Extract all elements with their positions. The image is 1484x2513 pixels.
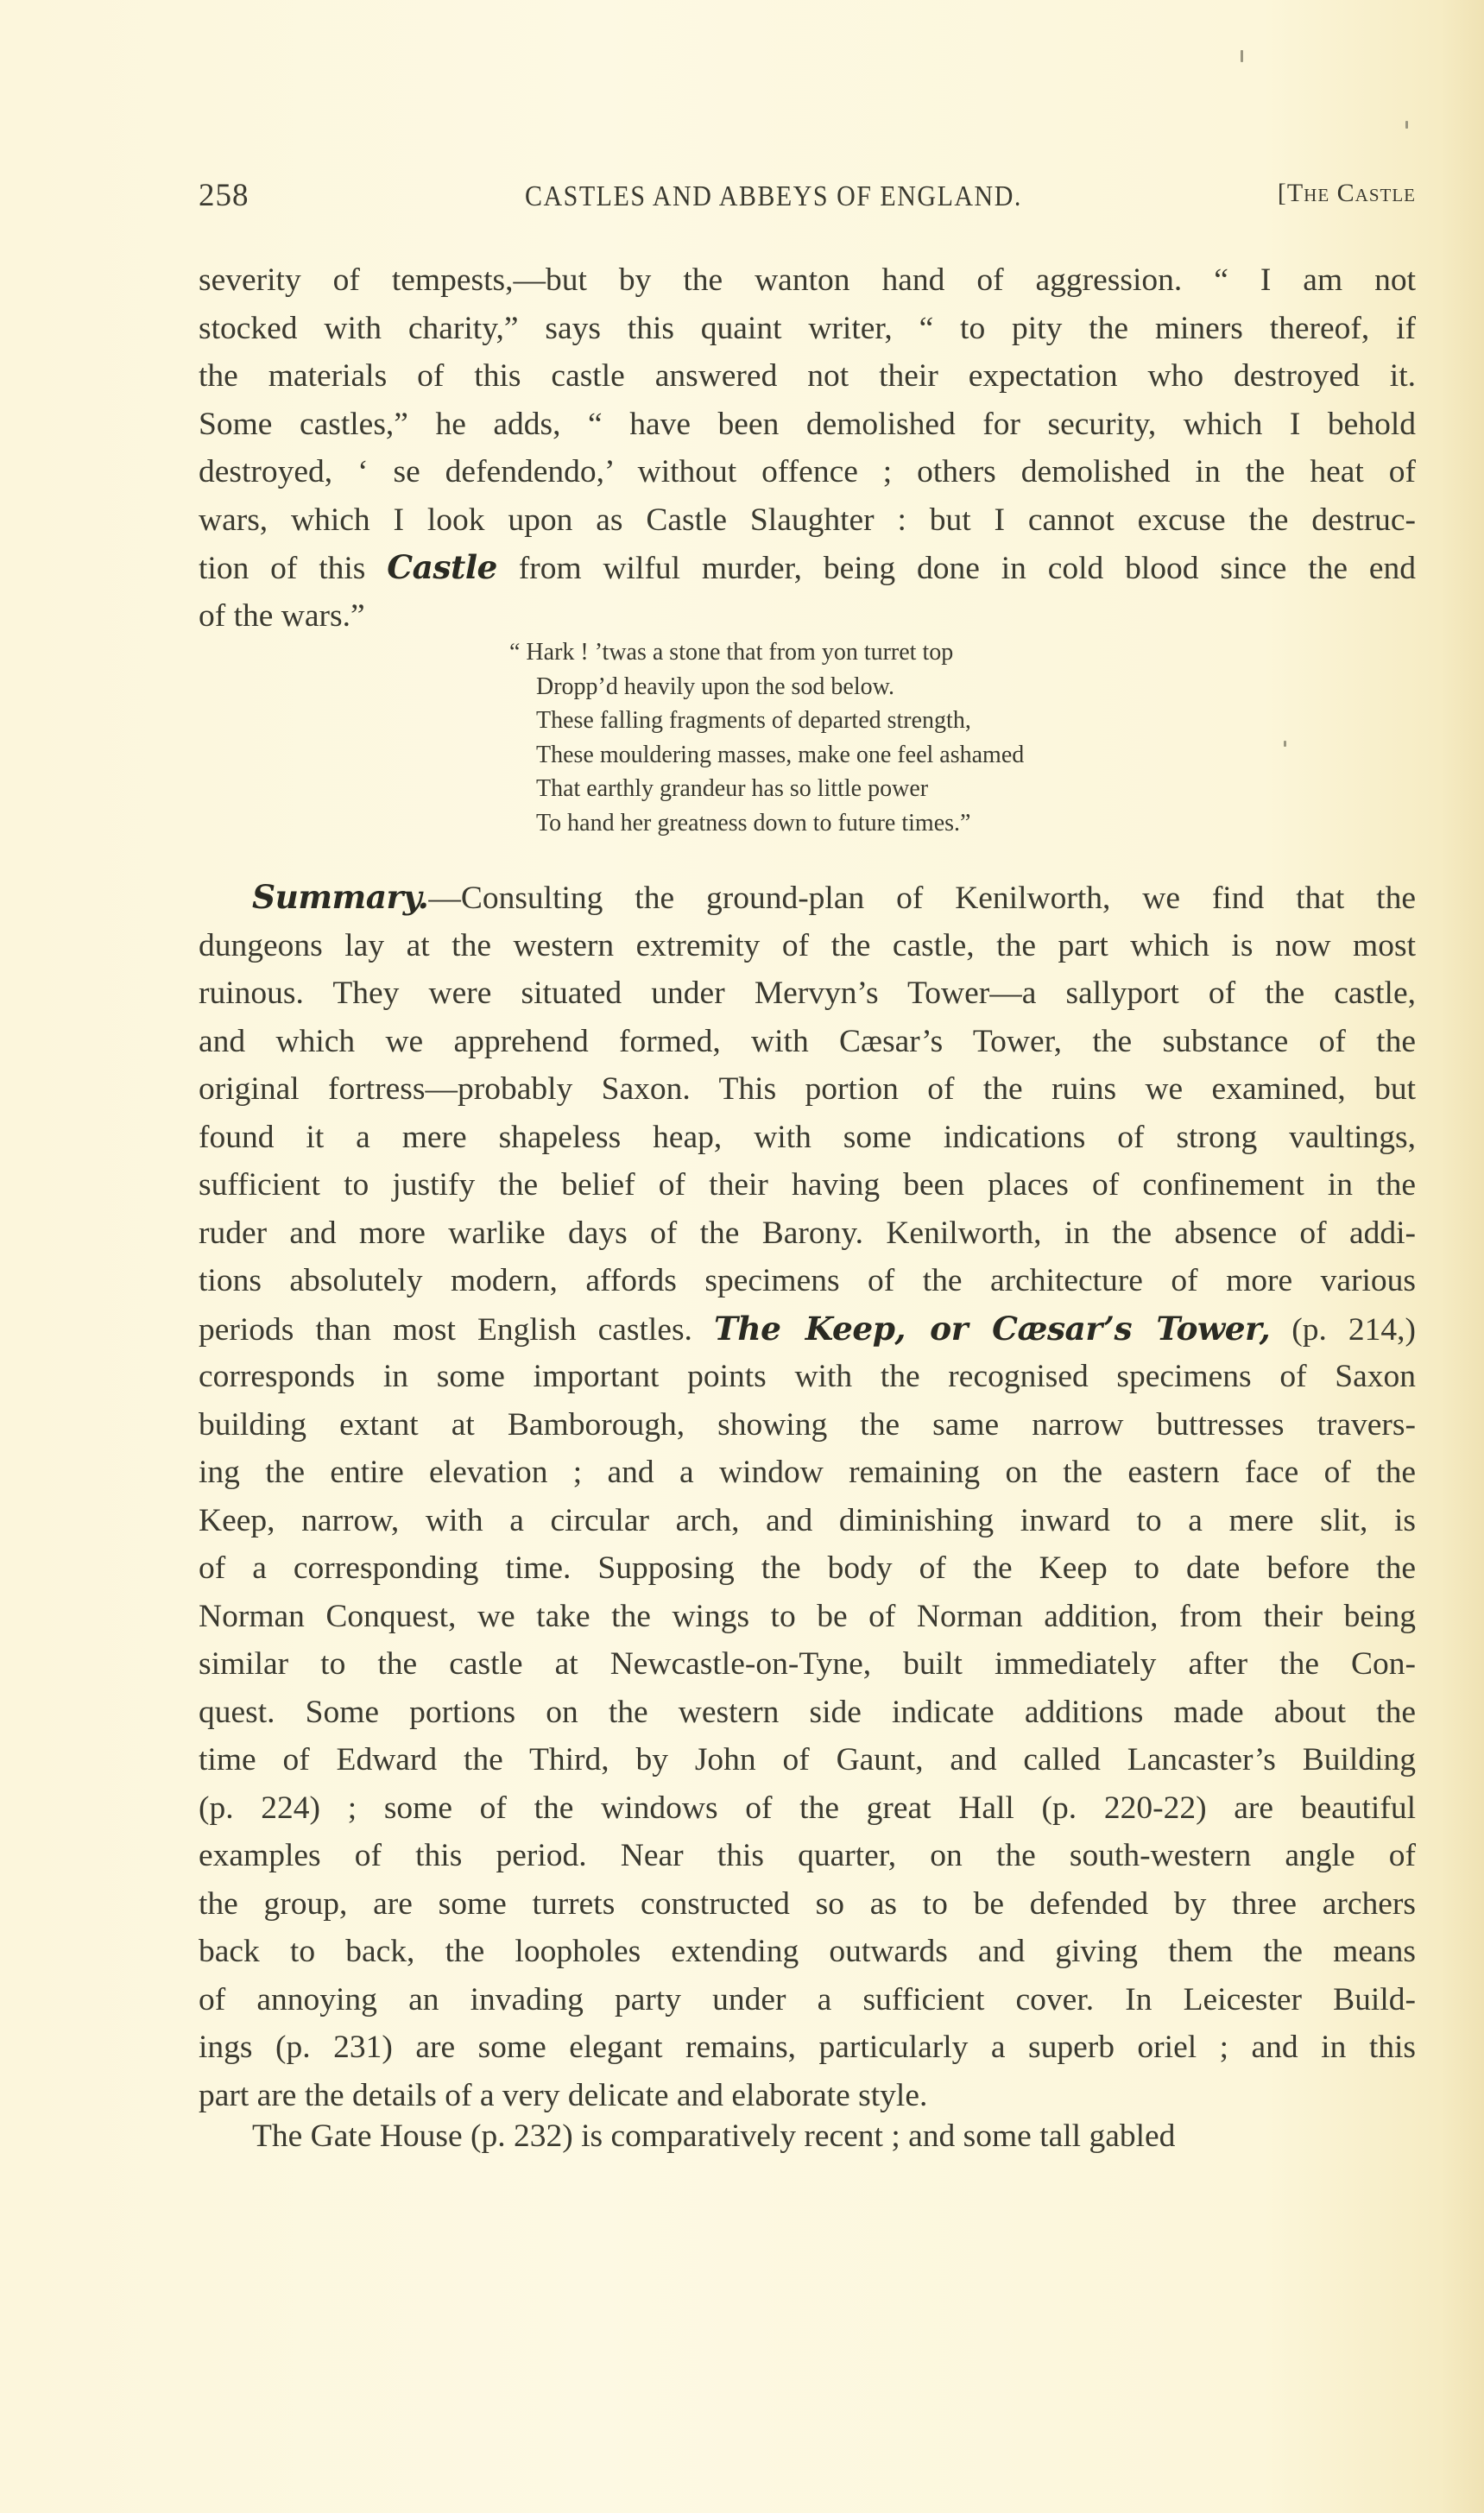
- line-text: —Consulting the ground-plan of Kenilworth, we find that the: [428, 881, 1416, 916]
- verse-line: Dropp’d heavily upon the sod below.: [536, 672, 894, 700]
- line-text: tions absolutely modern, affords specimens of the architecture of more various: [199, 1263, 1416, 1298]
- text-line: [199, 1593, 1416, 1641]
- line-text: ing the entire elevation ; and a window remaining on the eastern face of the: [199, 1455, 1416, 1490]
- line-text: corresponds in some important points with the recognised specimens of Saxon: [199, 1359, 1416, 1394]
- line-text: destroyed, ‘ se defendendo,’ without offence ; others demolished in the heat of: [199, 454, 1416, 489]
- line-text: back to back, the loopholes extending outwards and giving them the means: [199, 1934, 1416, 1969]
- line-text: of annoying an invading party under a sufficient cover. In Leicester Build-: [199, 1981, 1416, 2017]
- line-text: building extant at Bamborough, showing the same narrow buttresses travers-: [199, 1406, 1416, 1443]
- line-text: original fortress—probably Saxon. This portion of the ruins we examined, but: [199, 1071, 1416, 1107]
- line-text: of the wars.”: [199, 597, 365, 634]
- text-line: [199, 1305, 1416, 1354]
- text-line: [199, 1736, 1416, 1784]
- line-text: sufficient to justify the belief of their having been places of confinement in the: [199, 1167, 1416, 1203]
- paragraph-summary: [199, 874, 1416, 2119]
- line-text: Some castles,” he adds, “ have been demolished for security, which I behold: [199, 406, 1416, 442]
- text-line: [199, 1832, 1416, 1880]
- section-tag: [The Castle: [1277, 179, 1416, 207]
- line-text: the materials of this castle answered not their expectation who destroyed it.: [199, 358, 1416, 394]
- text-line: [199, 305, 1416, 353]
- text-line: [199, 1161, 1416, 1209]
- line-text: ruinous. They were situated under Mervyn’s Tower—a sallyport of the castle,: [199, 976, 1416, 1011]
- line-text: wars, which I look upon as Castle Slaughter : but I cannot excuse the destruc-: [199, 502, 1416, 538]
- text-line: [199, 1065, 1416, 1114]
- verse-line: These falling fragments of departed strength,: [536, 707, 971, 735]
- text-line: [199, 1401, 1416, 1449]
- paragraph-gate-house: [199, 2112, 1416, 2161]
- line-text: (p. 214,): [1270, 1311, 1416, 1348]
- paragraph-quotation: [199, 256, 1416, 640]
- page-number: 258: [199, 178, 249, 213]
- blackletter-heading: Summary.: [252, 878, 429, 916]
- line-text: stocked with charity,” says this quaint writer, “ to pity the miners thereof, if: [199, 310, 1416, 346]
- text-line: [199, 1880, 1416, 1929]
- line-text: found it a mere shapeless heap, with some indications of strong vaultings,: [199, 1119, 1416, 1155]
- line-text: severity of tempests,—but by the wanton hand of aggression. “ I am not: [199, 262, 1416, 298]
- text-line: [199, 1353, 1416, 1401]
- line-text: tion of this: [199, 551, 388, 586]
- line-text: time of Edward the Third, by John of Gaunt, and called Lancaster’s Building: [199, 1742, 1416, 1777]
- text-line: [199, 496, 1416, 545]
- line-text: (p. 224) ; some of the windows of the great Hall (p. 220-22) are beautiful: [199, 1790, 1416, 1826]
- text-line: [199, 1544, 1416, 1593]
- paper-speck: [1241, 50, 1243, 62]
- line-text: Keep, narrow, with a circular arch, and diminishing inward to a mere slit, is: [199, 1502, 1416, 1538]
- line-text: dungeons lay at the western extremity of the castle, the part which is now most: [199, 927, 1416, 963]
- verse-quotation: [509, 635, 1286, 841]
- line-text: the group, are some turrets constructed so as to be defended by three archers: [199, 1885, 1416, 1922]
- line-text: similar to the castle at Newcastle-on-Tyne, built immediately after the Con-: [199, 1646, 1416, 1682]
- verse-line: To hand her greatness down to future times.”: [536, 809, 971, 837]
- text-line: [199, 1209, 1416, 1258]
- text-line: [199, 874, 1416, 922]
- book-title: CASTLES AND ABBEYS OF ENGLAND.: [525, 180, 1022, 212]
- text-line: [199, 1928, 1416, 1976]
- text-line: [199, 969, 1416, 1018]
- line-text: part are the details of a very delicate and elaborate style.: [199, 2077, 928, 2113]
- line-text: quest. Some portions on the western side indicate additions made about the: [199, 1694, 1416, 1730]
- line-text: and which we apprehend formed, with Cæsar’s Tower, the substance of the: [199, 1023, 1416, 1059]
- text-line: [199, 1257, 1416, 1305]
- text-line: [199, 1784, 1416, 1833]
- line-text: Norman Conquest, we take the wings to be of Norman addition, from their being: [199, 1598, 1416, 1634]
- line-text: ruder and more warlike days of the Barony. Kenilworth, in the absence of addi-: [199, 1215, 1416, 1251]
- line-text: examples of this period. Near this quarter, on the south-western angle of: [199, 1838, 1416, 1873]
- line-text: periods than most English castles.: [199, 1311, 714, 1348]
- text-line: [199, 1114, 1416, 1162]
- text-line: [199, 922, 1416, 970]
- verse-line: “ Hark ! ’twas a stone that from yon turret top: [509, 639, 954, 666]
- running-head: [199, 177, 1416, 220]
- blackletter-emphasis: Castle: [387, 548, 497, 586]
- text-line: [199, 1449, 1416, 1497]
- text-line: [199, 2024, 1416, 2072]
- line-text: from wilful murder, being done in cold blood since the end: [496, 551, 1416, 586]
- line-text: ings (p. 231) are some elegant remains, particularly a superb oriel ; and in this: [199, 2030, 1416, 2065]
- line-text: of a corresponding time. Supposing the body of the Keep to date before the: [199, 1550, 1416, 1586]
- verse-line: That earthly grandeur has so little power: [536, 775, 929, 803]
- text-line: [199, 448, 1416, 496]
- text-line: [199, 401, 1416, 449]
- text-line: [199, 2112, 1416, 2161]
- text-line: [199, 1640, 1416, 1689]
- line-text: The Gate House (p. 232) is comparatively recent ; and some tall gabled: [252, 2118, 1176, 2154]
- text-line: [199, 1497, 1416, 1545]
- text-line: [199, 256, 1416, 305]
- text-line: [199, 352, 1416, 401]
- text-line: [199, 592, 1416, 641]
- blackletter-emphasis: The Keep, or Cæsar’s Tower,: [713, 1309, 1271, 1348]
- verse-line: These mouldering masses, make one feel ashamed: [536, 741, 1025, 768]
- paper-speck: [1405, 121, 1408, 129]
- text-line: [199, 1976, 1416, 2024]
- text-line: [199, 544, 1416, 592]
- text-line: [199, 1018, 1416, 1066]
- text-line: [199, 1689, 1416, 1737]
